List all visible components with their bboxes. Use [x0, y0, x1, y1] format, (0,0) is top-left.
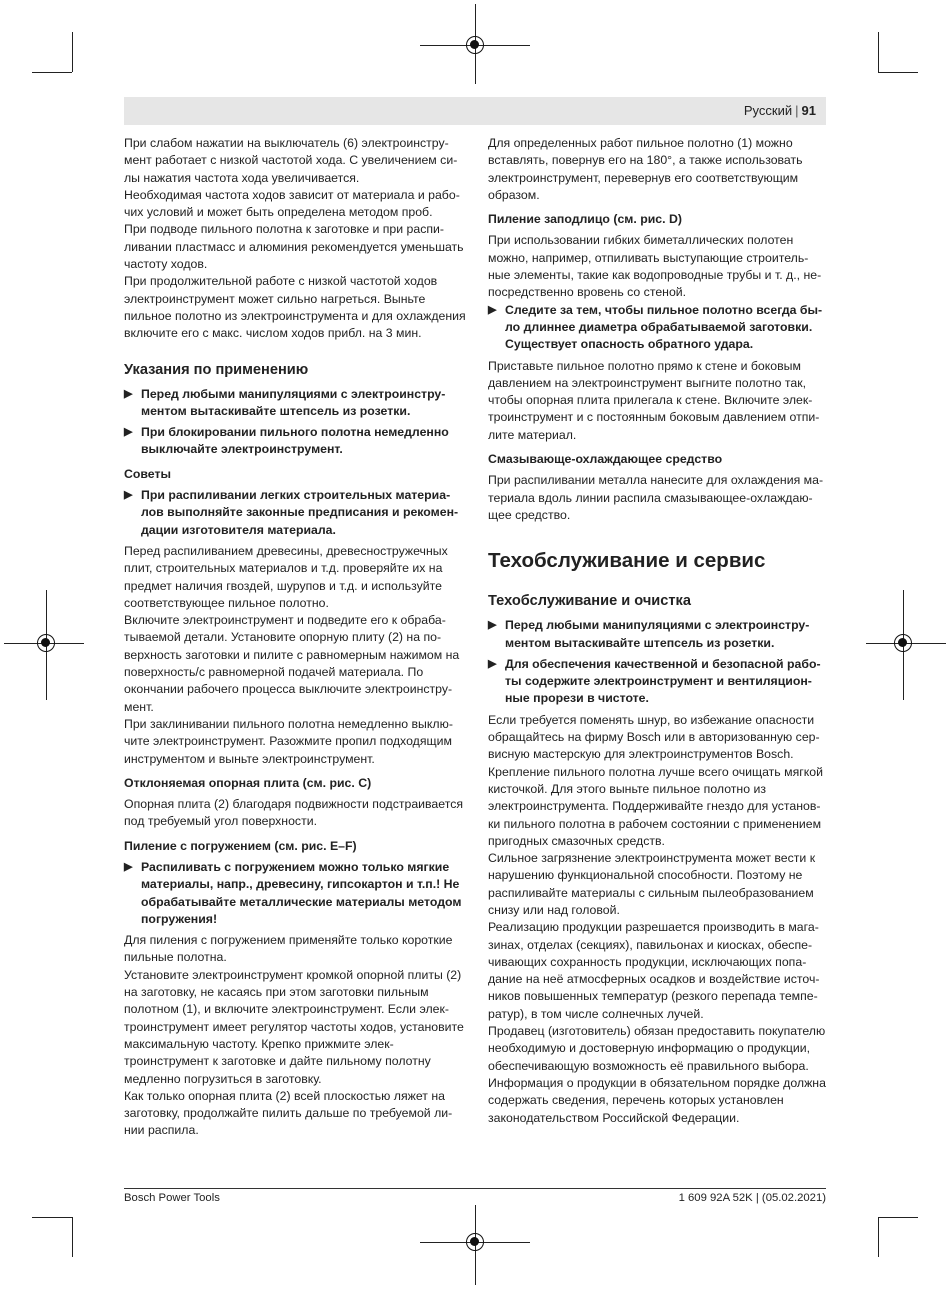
left-column [124, 135, 466, 1140]
section-heading: Указания по применению [124, 361, 309, 378]
paragraph: При слабом нажатии на выключатель (6) электроинструмент работает с низкой частотой хода. С увеличением силы нажатия частота хода увеличивается. [124, 136, 458, 185]
triangle-right-icon: ▶ [124, 387, 133, 400]
subsection-heading: Пиление с погружением (см. рис. E–F) [124, 838, 357, 853]
crop-mark [878, 1217, 918, 1218]
warning-text: При распиливании легких строительных материалов выполняйте законные предписания и рекомендации изготовителя материала. [141, 488, 459, 537]
crop-mark [32, 1217, 72, 1218]
paragraph: Необходимая частота ходов зависит от материала и рабочих условий и может быть определена методом проб. [124, 187, 460, 220]
crop-mark [32, 72, 72, 73]
warning-text: Перед любыми манипуляциями с электроинструментом вытаскивайте штепсель из розетки. [141, 386, 446, 418]
registration-mark-icon [37, 634, 55, 652]
paragraph: При подводе пильного полотна к заготовке и при распиливании пластмасс и алюминия рекомендуется уменьшать частоту ходов. [124, 222, 464, 272]
crop-mark [72, 1217, 73, 1257]
warning-item [124, 859, 466, 928]
triangle-right-icon: ▶ [124, 860, 133, 873]
header-separator: | [795, 103, 799, 118]
warning-item [124, 386, 466, 421]
paragraph: При заклинивании пильного полотна немедленно выключите электроинструмент. Разожмите пропил подходящим инструментом и выньте электроинструмент. [124, 716, 453, 766]
language-label: Русский [743, 103, 793, 118]
registration-mark-icon [466, 1233, 484, 1251]
paragraph: Для пиления с погружением применяйте только короткие пильные полотна. [124, 933, 453, 965]
warning-text: Перед любыми манипуляциями с электроинструментом вытаскивайте штепсель из розетки. [505, 618, 810, 650]
subsection-heading: Советы [124, 466, 171, 481]
warning-item [488, 617, 826, 652]
paragraph: Установите электроинструмент кромкой опорной плиты (2) на заготовку, не касаясь при этом заготовки пильным полотном (1), и включите электроинструмент. Если электроинструмент имеет регулятор частоты ходов, установите максимальную частоту. Крепко прижмите электроинструмент к заготовке и дайте пильному полотну медленно погрузиться в заготовку. [124, 967, 464, 1086]
paragraph: Включите электроинструмент и подведите его к обрабатываемой детали. Установите опорную плиту (2) на поверхность заготовки и пилите с равномерным нажимом на поверхность/с равномерной подачей материала. По окончании рабочего процесса выключите электроинструмент. [124, 613, 460, 714]
triangle-right-icon: ▶ [488, 303, 497, 316]
footer-brand: Bosch Power Tools [124, 1192, 220, 1204]
paragraph: При продолжительной работе с низкой частотой ходов электроинструмент может сильно нагреться. Выньте пильное полотно из электроинструмента и для охлаждения включите его с макс. числом ходов прибл. на 3 мин. [124, 274, 466, 341]
page-number: 91 [801, 103, 816, 118]
crop-mark [878, 32, 879, 72]
warning-item [488, 656, 826, 708]
paragraph: Реализацию продукции разрешается производить в магазинах, отделах (секциях), павильонах и киосках, обеспечивающих сохранность продукции, исключающих попадание на неё атмосферных осадков и воздействие источников повышенных температур (резкого перепада температур), в том числе солнечных лучей. [488, 920, 820, 1021]
crop-mark [878, 1217, 879, 1257]
footer-rule [124, 1188, 826, 1189]
crop-mark [72, 32, 73, 72]
warning-text: При блокировании пильного полотна немедленно выключайте электроинструмент. [141, 425, 449, 457]
subsection-heading: Пиление заподлицо (см. рис. D) [488, 212, 682, 227]
warning-item [488, 302, 826, 354]
triangle-right-icon: ▶ [488, 619, 497, 632]
crop-mark [878, 72, 918, 73]
section-heading: Техобслуживание и очистка [488, 593, 691, 610]
warning-text: Распиливать с погружением можно только мягкие материалы, напр., древесину, гипсокартон и т.п.! Не обрабатывайте металлические материалы методом погружения! [141, 859, 462, 926]
page-header [124, 97, 826, 125]
triangle-right-icon: ▶ [488, 657, 497, 670]
paragraph: При распиливании металла нанесите для охлаждения материала вдоль линии распила смазывающее-охлаждающее средство. [488, 473, 824, 522]
warning-item [124, 424, 466, 459]
triangle-right-icon: ▶ [124, 426, 133, 439]
registration-mark-icon [894, 634, 912, 652]
warning-text: Следите за тем, чтобы пильное полотно всегда было длиннее диаметра обрабатываемой заготовки. Существует опасность обратного удара. [505, 302, 823, 352]
paragraph: Перед распиливанием древесины, древесностружечных плит, строительных материалов и т.д. проверяйте их на предмет наличия гвоздей, шурупов и т.д. и используйте соответствующее пильное полотно. [124, 543, 448, 610]
warning-text: Для обеспечения качественной и безопасной работы содержите электроинструмент и вентиляционные прорези в чистоте. [505, 656, 821, 706]
paragraph: Продавец (изготовитель) обязан предоставить покупателю необходимую и достоверную информацию о продукции, обеспечивающую возможность её правильного выбора. Информация о продукции в обязательном порядке должна содержать сведения, перечень которых установлен законодательством Российской Федерации. [488, 1024, 826, 1125]
header-label [744, 103, 816, 118]
paragraph: Как только опорная плита (2) всей плоскостью ляжет на заготовку, продолжайте пилить дальше по требуемой линии распила. [124, 1088, 453, 1138]
paragraph: Опорная плита (2) благодаря подвижности подстраивается под требуемый угол поверхности. [124, 797, 464, 829]
subsection-heading: Смазывающе-охлаждающее средство [488, 452, 723, 467]
footer-docnumber: 1 609 92A 52K | (05.02.2021) [678, 1192, 826, 1204]
right-column [488, 135, 826, 1127]
paragraph: Для определенных работ пильное полотно (1) можно вставлять, повернув его на 180°, а также использовать электроинструмент, перевернув его соответствующим образом. [488, 136, 803, 202]
warning-item [124, 487, 466, 539]
paragraph: Крепление пильного полотна лучше всего очищать мягкой кисточкой. Для этого выньте пильное полотно из электроинструмента. Поддерживайте гнездо для установки пильного полотна в рабочем состоянии с применением пригодных смазочных средств. [488, 764, 823, 848]
triangle-right-icon: ▶ [124, 489, 133, 502]
section-title: Техобслуживание и сервис [488, 549, 766, 573]
paragraph: Сильное загрязнение электроинструмента может вести к нарушению функциональной способности. Поэтому не распиливайте материалы с сильным пылеобразованием снизу или над головой. [488, 851, 816, 917]
registration-mark-icon [466, 36, 484, 54]
paragraph: Если требуется поменять шнур, во избежание опасности обращайтесь на фирму Bosch или в авторизованную сервисную мастерскую для электроинструментов Bosch. [488, 712, 820, 762]
paragraph: Приставьте пильное полотно прямо к стене и боковым давлением на электроинструмент выгните полотно так, чтобы опорная плита прилегала к стене. Включите электроинструмент и с постоянным боковым давлением отпилите материал. [488, 358, 820, 442]
paragraph: При использовании гибких биметаллических полотен можно, например, отпиливать выступающие строительные элементы, такие как водопроводные трубы и т. д., непосредственно вровень со стеной. [488, 233, 822, 300]
subsection-heading: Отклоняемая опорная плита (см. рис. C) [124, 775, 372, 790]
